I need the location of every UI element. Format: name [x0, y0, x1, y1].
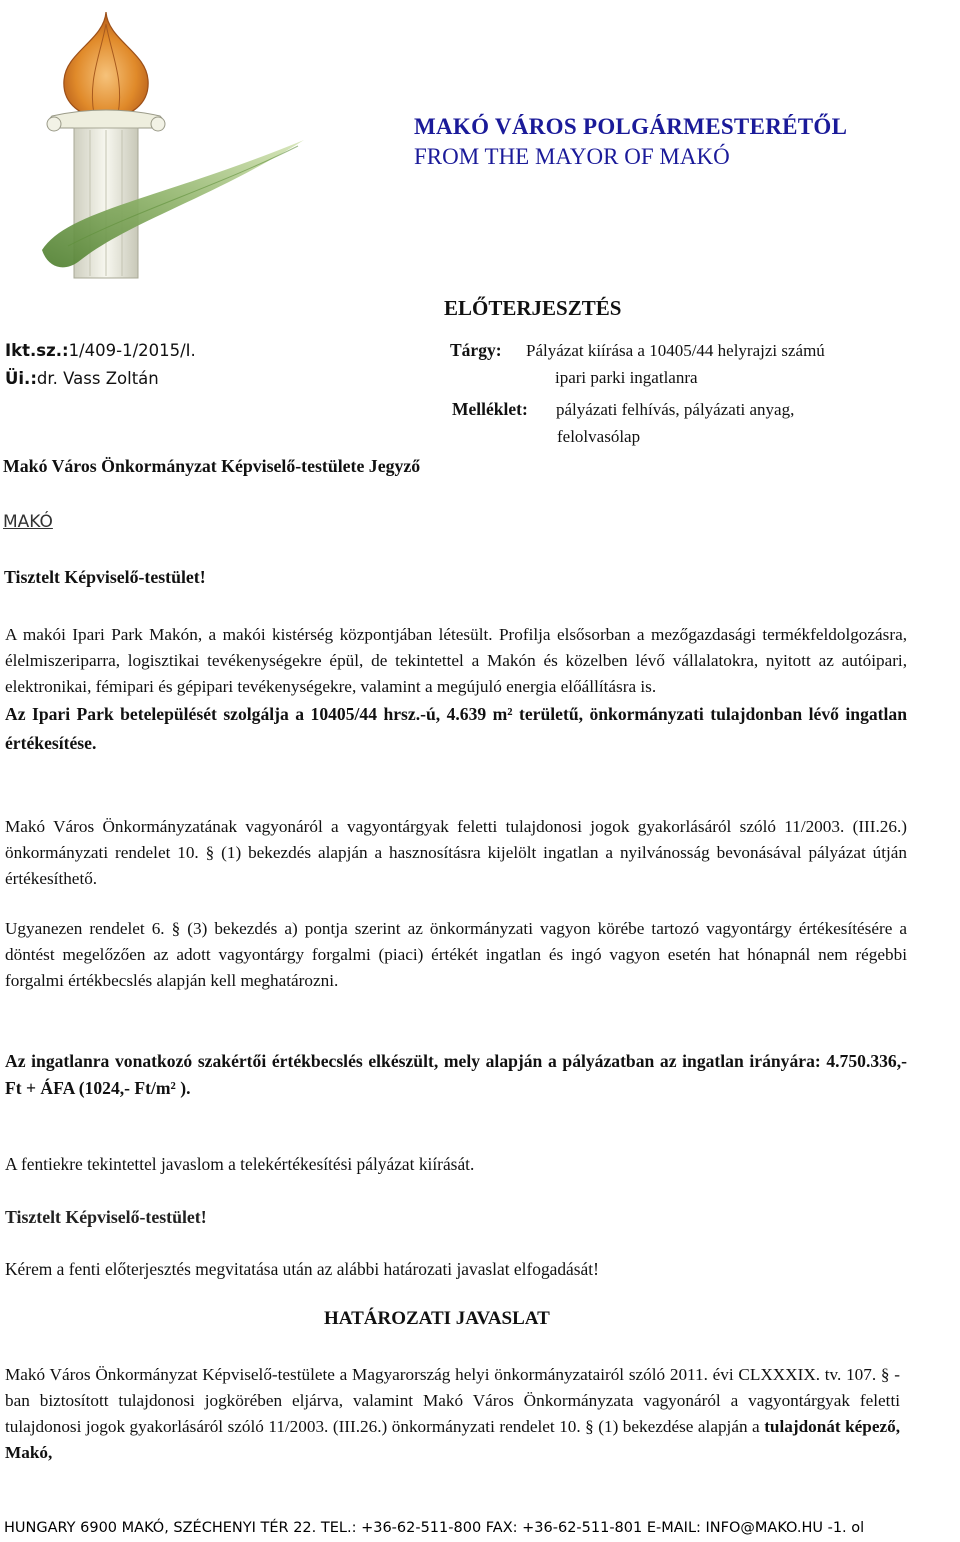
paragraph-intro-bold: Az Ipari Park betelepülését szolgálja a 10405/44 hrsz.-ú, 4.639 m² területű, önkormányzati tulajdonban lévő ingatlan értékesítése. — [5, 704, 907, 753]
paragraph-hatarozat-main: Makó Város Önkormányzat Képviselő-testülete a Magyarország helyi önkormányzatairól szóló 2011. évi CLXXXIX. tv. 107. § -ban biztosított tulajdonosi jogkörében eljárva, valamint Makó Város Önkormányzata vagyonáról a vagyontárgyak feletti tulajdonosi jogok gyakorlásáról szóló 11/2003. (III.26.) önkormányzati rendelet 10. § (1) bekezdése alapján a — [5, 1365, 900, 1436]
melleklet-label: Melléklet: — [452, 399, 528, 419]
targy-line2: ipari parki ingatlanra — [555, 368, 698, 387]
iktsz-label: Ikt.sz.: — [5, 341, 69, 360]
targy-label: Tárgy: — [450, 340, 502, 360]
ui-row — [5, 368, 159, 389]
targy-line1: Pályázat kiírása a 10405/44 helyrajzi számú — [526, 341, 825, 360]
document-type-heading: ELŐTERJESZTÉS — [444, 296, 622, 320]
paragraph-kerem: Kérem a fenti előterjesztés megvitatása után az alábbi határozati javaslat elfogadását! — [5, 1259, 599, 1279]
ui-value: dr. Vass Zoltán — [36, 369, 159, 388]
paragraph-hatarozat-bold: tulajdonát képező, Makó, — [5, 1417, 900, 1462]
melleklet-line2: felolvasólap — [557, 427, 641, 446]
paragraph-javaslat: A fentiekre tekintettel javaslom a telekértékesítési pályázat kiírását. — [5, 1154, 475, 1174]
paragraph-iranyar — [5, 1048, 907, 1102]
iktsz-value: 1/409-1/2015/I. — [68, 341, 196, 360]
addressee-city: MAKÓ — [3, 512, 53, 532]
section-title: HATÁROZATI JAVASLAT — [324, 1308, 550, 1329]
mayor-title: MAKÓ VÁROS POLGÁRMESTERÉTŐL — [414, 114, 848, 139]
mayor-subtitle: FROM THE MAYOR OF MAKÓ — [414, 144, 730, 169]
footer-contact: HUNGARY 6900 MAKÓ, SZÉCHENYI TÉR 22. TEL.: +36-62-511-800 FAX: +36-62-511-801 E-MAIL: INFO@MAKO.HU -1. ol — [4, 1520, 865, 1536]
paragraph-hatarozat — [5, 1362, 900, 1466]
paragraph-ertekbecsles-text: Ugyanezen rendelet 6. § (3) bekezdés a) pontja szerint az önkormányzati vagyon körébe tartozó vagyontárgy értékesítésére a döntést megelőzően az adott vagyontárgy forgalmi (piaci) értékét ingatlan és ingó vagyon esetén hat hónapnál nem régebbi forgalmi értékbecslés alapján kell meghatározni. — [5, 919, 907, 990]
salutation-2-text: Tisztelt Képviselő-testület! — [5, 1207, 207, 1227]
iktsz-row — [5, 340, 196, 361]
paragraph-hatarozat-text — [5, 1362, 900, 1466]
paragraph-intro — [5, 622, 907, 758]
paragraph-intro-text: A makói Ipari Park Makón, a makói kistérség központjában létesült. Profilja elsősorban a mezőgazdasági termékfeldolgozásra, élelmiszeriparra, logisztikai tevékenységekre épül, de tekintettel a Makón és közelben lévő vállalatokra, nyitott az autóipari, elektronikai, fémipari és gépipari tevékenységekre, valamint a megújuló energia előállításra is. — [5, 625, 907, 696]
salutation-2 — [5, 1207, 207, 1228]
ui-label: Üi.: — [5, 369, 37, 388]
paragraph-iranyar-text: Az ingatlanra vonatkozó szakértői értékbecslés elkészült, mely alapján a pályázatban az ingatlan irányára: 4.750.336,- Ft + ÁFA (1024,- Ft/m² ). — [5, 1051, 907, 1098]
paragraph-rendelet-text: Makó Város Önkormányzatának vagyonáról a vagyontárgyak feletti tulajdonosi jogok gyakorlásáról szóló 11/2003. (III.26.) önkormányzati rendelet 10. § (1) bekezdés alapján a hasznosításra kijelölt ingatlan a nyilvánosság bevonásával pályázat útján értékesíthető. — [5, 817, 907, 888]
salutation: Tisztelt Képviselő-testület! — [4, 567, 206, 587]
melleklet-line1: pályázati felhívás, pályázati anyag, — [556, 400, 795, 419]
addressee-line: Makó Város Önkormányzat Képviselő-testülete Jegyző — [3, 456, 421, 476]
mako-logo — [8, 0, 308, 300]
paragraph-ertekbecsles — [5, 916, 907, 994]
paragraph-rendelet — [5, 814, 907, 892]
